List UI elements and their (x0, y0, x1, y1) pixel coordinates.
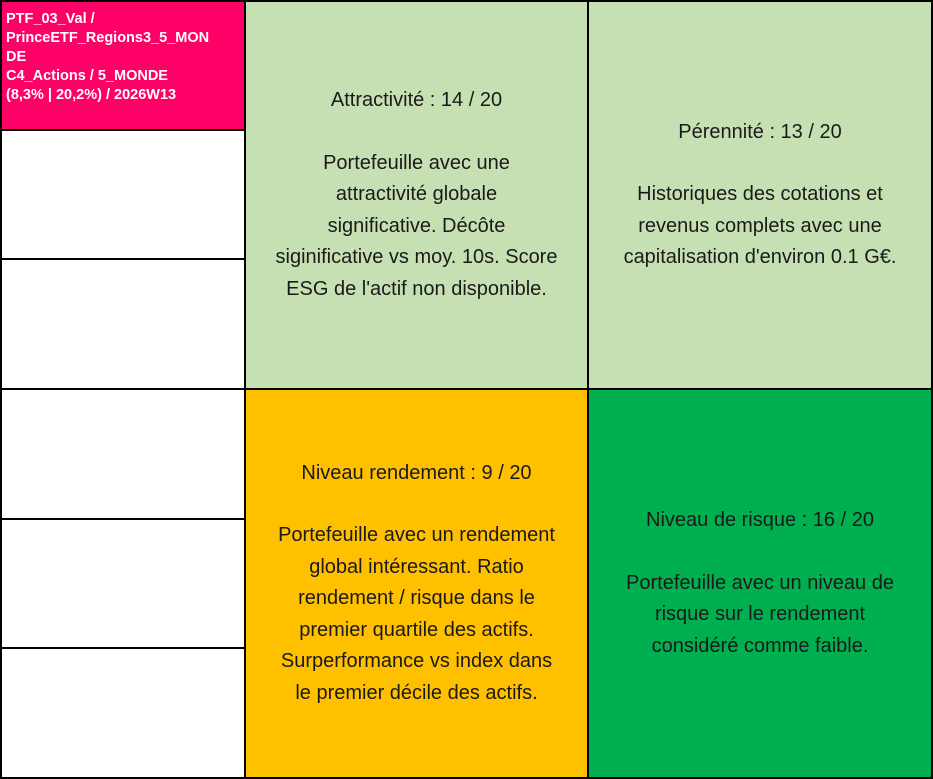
empty-cell (0, 129, 246, 260)
risque-panel (587, 388, 933, 779)
portfolio-header-line: PTF_03_Val / (6, 11, 95, 27)
attractivite-desc-line: ESG de l'actif non disponible. (286, 277, 547, 300)
empty-cell (0, 518, 246, 649)
attractivite-desc-line: significative. Décôte (327, 214, 506, 237)
risque-score: Niveau de risque : 16 / 20 (646, 509, 874, 531)
perennite-desc-line: capitalisation d'environ 0.1 G€. (623, 246, 897, 268)
rendement-score: Niveau rendement : 9 / 20 (301, 461, 532, 484)
portfolio-header-cell (0, 0, 246, 131)
rendement-desc-line: global intéressant. Ratio (309, 555, 524, 578)
portfolio-header-line: PrinceETF_Regions3_5_MON (6, 30, 210, 46)
empty-cell (0, 258, 246, 390)
portfolio-header-line: C4_Actions / 5_MONDE (6, 68, 168, 84)
attractivite-score: Attractivité : 14 / 20 (330, 89, 503, 111)
perennite-panel (587, 0, 933, 390)
attractivite-desc-line: Portefeuille avec une (323, 151, 510, 174)
risque-desc-line: Portefeuille avec un niveau de (626, 571, 894, 594)
risque-desc-line: considéré comme faible. (651, 634, 869, 657)
portfolio-header-line: (8,3% | 20,2%) / 2026W13 (6, 87, 177, 103)
attractivite-panel (244, 0, 589, 390)
rendement-panel (244, 388, 589, 779)
rendement-desc-line: le premier décile des actifs. (295, 681, 538, 704)
risque-desc-line: risque sur le rendement (654, 603, 866, 625)
attractivite-desc-line: siginificative vs moy. 10s. Score (275, 246, 558, 268)
portfolio-header-line: DE (6, 49, 27, 65)
perennite-desc-line: revenus complets avec une (638, 214, 882, 237)
empty-cell (0, 647, 246, 779)
rendement-desc-line: Surperformance vs index dans (280, 650, 553, 673)
perennite-desc-line: Historiques des cotations et (637, 183, 883, 205)
rendement-desc-line: rendement / risque dans le (298, 587, 535, 610)
perennite-score: Pérennité : 13 / 20 (678, 120, 842, 143)
rendement-desc-line: Portefeuille avec un rendement (278, 524, 555, 547)
attractivite-desc-line: attractivité globale (335, 183, 498, 205)
empty-cell (0, 388, 246, 520)
rendement-desc-line: premier quartile des actifs. (299, 618, 534, 641)
